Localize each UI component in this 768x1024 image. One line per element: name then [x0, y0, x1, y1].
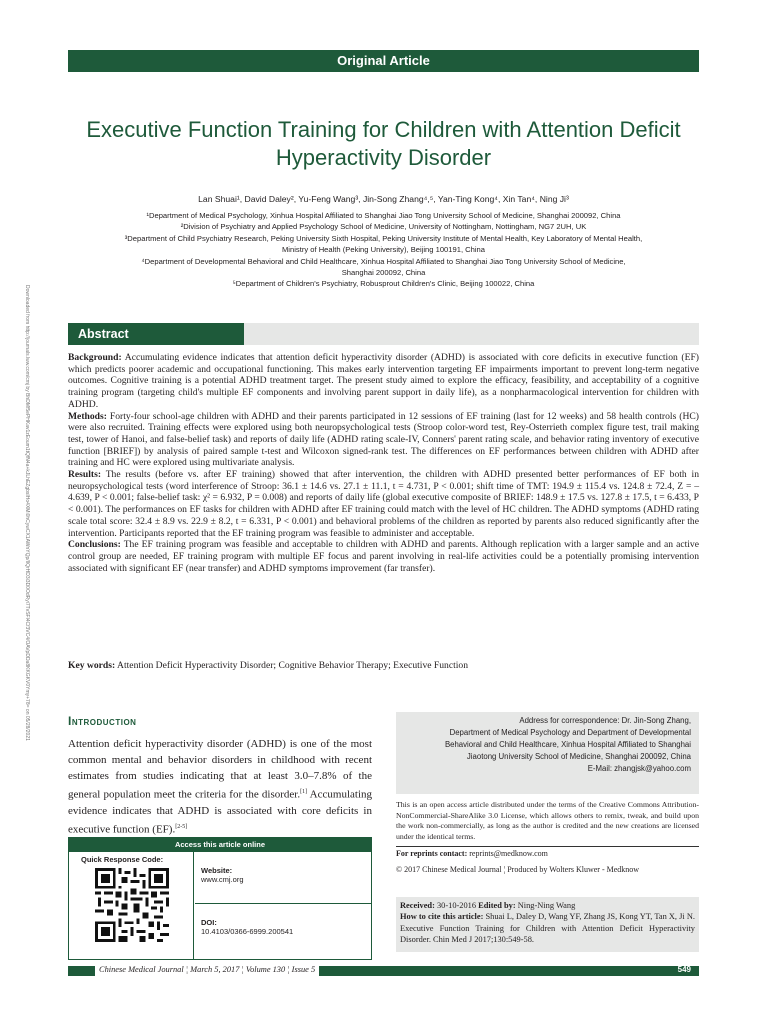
qr-panel [69, 852, 194, 960]
correspondence-line: Behavioral and Child Healthcare, Xinhua Hospital Affiliated to Shanghai [444, 740, 691, 749]
reprints-email[interactable]: reprints@medknow.com [469, 849, 548, 858]
doi-link[interactable]: 10.4103/0366-6999.200541 [201, 927, 294, 936]
download-notice: Downloaded from http://journals.lww.com/cmj by BhDMf5ePHKav1zEoum1tQfN4a+kJLhEZgbsIHo4XMi0hCywCX1AWnYQp/IlQrHD3i3D0OdRyi7TvSFl4Cf3VC4/OAVpDDa8KKGKV0Ymy+78= on 05/28/2021 [24, 285, 30, 741]
correspondence-box [396, 712, 699, 794]
keywords [68, 660, 699, 672]
results-label: Results: [68, 469, 102, 481]
page-number: 549 [677, 965, 691, 974]
qr-code-icon[interactable] [95, 868, 169, 942]
correspondence-line: Address for correspondence: Dr. Jin-Song Zhang, [519, 716, 691, 725]
website-label: Website: [201, 866, 233, 875]
affiliation-line: ⁵Department of Children's Psychiatry, Robusprout Children's Clinic, Beijing 100022, China [232, 279, 535, 289]
article-type-banner [68, 50, 699, 72]
access-online-box [68, 837, 372, 960]
reprints-label: For reprints contact: [396, 849, 468, 858]
keywords-text: Attention Deficit Hyperactivity Disorder; Cognitive Behavior Therapy; Executive Function [117, 660, 469, 671]
copyright-notice: © 2017 Chinese Medical Journal ¦ Produced by Wolters Kluwer - Medknow [396, 864, 640, 874]
affiliation-line: ³Department of Child Psychiatry Research, Peking University Sixth Hospital, Peking University Institute of Mental Health, Key Laboratory of Mental Health, [124, 233, 643, 243]
divider [396, 846, 699, 847]
citation-box [396, 897, 699, 952]
abstract-body [68, 352, 699, 574]
received-date: 30-10-2016 [436, 901, 477, 910]
methods-label: Methods: [68, 410, 107, 422]
abstract-heading: Abstract [68, 323, 244, 345]
reprints-contact [396, 849, 699, 860]
correspondence-email[interactable]: E-Mail: zhangjsk@yahoo.com [587, 764, 691, 773]
background-label: Background: [68, 352, 122, 363]
conclusions-text: The EF training program was feasible and acceptable to children with ADHD and parents. Although replication with a larger sample and an active control group are needed, EF training program with multiple EF focus and parent involving in real-life activities could be a potentially promising intervention associated with significant EF (near transfer) and ADHD symptoms improvement (far transfer). [68, 539, 699, 574]
editor-name: Ning-Ning Wang [517, 901, 576, 910]
license-block [396, 800, 699, 875]
affiliation-line: ¹Department of Medical Psychology, Xinhua Hospital Affiliated to Shanghai Jiao Tong University School of Medicine, Shanghai 200092, China [146, 211, 621, 220]
intro-paragraph-a: Attention deficit hyperactivity disorder (ADHD) is one of the most common mental and behavior disorders in childhood with recent estimates from studies indicating that at least 3.0–7.8% of the general population meet the criteria for the disorder. [68, 738, 372, 801]
article-title: Executive Function Training for Children with Attention Deficit Hyperactivity Disorder [86, 117, 681, 170]
qr-label: Quick Response Code: [81, 855, 164, 864]
affiliation-line: ⁴Department of Developmental Behavioral and Child Healthcare, Xinhua Hospital Affiliated to Shanghai Jiao Tong University School of Medicine, [141, 256, 626, 266]
abstract-results [68, 469, 699, 539]
correspondence-line: Jiaotong University School of Medicine, Shanghai 200092, China [466, 752, 691, 761]
access-header: Access this article online [69, 838, 371, 852]
journal-footer: Chinese Medical Journal ¦ March 5, 2017 ¦ Volume 130 ¦ Issue 5 [95, 963, 319, 977]
correspondence-line: Department of Medical Psychology and Department of Developmental [449, 728, 691, 737]
author-list: Lan Shuai¹, David Daley², Yu-Feng Wang³, Jin-Song Zhang⁴,⁵, Yan-Ting Kong⁴, Xin Tan⁴, Ning Ji³ [198, 194, 569, 204]
website-link[interactable]: www.cmj.org [201, 875, 244, 884]
open-access-notice: This is an open access article distributed under the terms of the Creative Commons Attribution-NonCommercial-ShareAlike 3.0 License, which allows others to remix, tweak, and build upon the work non-commercially, as long as the author is credited and the new creations are licensed under the identical terms. [396, 800, 699, 841]
edited-label: Edited by: [478, 901, 516, 910]
introduction-heading: Introduction [68, 714, 137, 728]
conclusions-label: Conclusions: [68, 539, 121, 551]
article-type-label: Original Article [337, 53, 430, 68]
abstract-conclusions [68, 539, 699, 574]
cite-line [400, 911, 695, 945]
citation-ref[interactable]: [2-5] [175, 823, 188, 830]
keywords-label: Key words: [68, 660, 116, 671]
doi-row [195, 904, 372, 936]
affiliation-line: ²Division of Psychiatry and Applied Psychology School of Medicine, University of Nottingham, Nottingham, NG7 2UH, UK [180, 222, 587, 232]
results-text: The results (before vs. after EF training) showed that after intervention, the children with ADHD presented better performances of EF both in neuropsychological tests (word interference of Stroop: 36.1 ± 14.6 vs. 27.1 ± 11.1, t = 4.731, P < 0.001; shift time of TMT: 194.9 ± 115.4 vs. 124.8 ± 72.4, Z = –4.639, P < 0.001; false-belief task: χ² = 6.932, P = 0.008) and reports of daily life (global executive composite of BRIEF: 148.9 ± 17.5 vs. 127.8 ± 17.5, t = 6.433, P < 0.001). The performances on EF tasks for children with ADHD after EF training could match with the level of HC children. The ADHD symptoms (ADHD rating scale total score: 32.4 ± 8.9 vs. 22.9 ± 8.2, t = 6.331, P < 0.001) and behavioral problems of the children as reported by parents also reduced significantly after the intervention. Participants reported that the EF training program was feasible to administer and acceptable. [68, 469, 699, 539]
affiliation-line: Ministry of Health (Peking University), Beijing 100191, China [281, 245, 485, 255]
doi-label: DOI: [201, 918, 217, 927]
affiliations [68, 210, 699, 290]
received-label: Received: [400, 901, 435, 910]
methods-text: Forty-four school-age children with ADHD and their parents participated in 12 sessions of EF training (last for 12 weeks) and 58 health controls (HC) were also recruited. Training effects were explored using both neuropsychological tests (Stroop color-word test, Rey-Osterrieth complex figure test, trail making test, tower of Hanoi, and false-belief task) and reports of daily life (ADHD rating scale-IV, Conners' parent rating scale, and behavior rating inventory of executive function [BRIEF]) by analysis of paired sample t-test and Wilcoxon signed-rank test. The differences on EF performances between children with ADHD after training and HC were explored using multivariate analysis. [68, 410, 699, 469]
received-line [400, 900, 695, 911]
cite-label: How to cite this article: [400, 912, 484, 922]
citation-ref[interactable]: [1] [300, 789, 308, 795]
intro-paragraph-b: Accumulating evidence indicates that ADHD is associated with core deficits in executive function (EF). [68, 788, 372, 836]
abstract-background [68, 352, 699, 411]
cite-text: Shuai L, Daley D, Wang YF, Zhang JS, Kong YT, Tan X, Ji N. Executive Function Training for Children with Attention Deficit Hyperactivity Disorder. Chin Med J 2017;130:549-58. [400, 912, 695, 945]
abstract-methods [68, 411, 699, 470]
background-text: Accumulating evidence indicates that attention deficit hyperactivity disorder (ADHD) is associated with core deficits in executive function (EF) which predicts poorer academic and occupational functioning. This makes early intervention targeting EF impairments important to prevent long-term negative outcomes. Cognitive training is a potential ADHD treatment target. The present study aimed to explore the efficacy, feasibility, and acceptability of a cognitive training program (targeting child's multiple EF components and involving parent support in daily life), as a nonpharmacological intervention for children with ADHD. [68, 352, 699, 410]
access-details [195, 852, 372, 960]
introduction-text [68, 736, 372, 837]
website-row [195, 852, 372, 904]
affiliation-line: Shanghai 200092, China [341, 268, 426, 278]
